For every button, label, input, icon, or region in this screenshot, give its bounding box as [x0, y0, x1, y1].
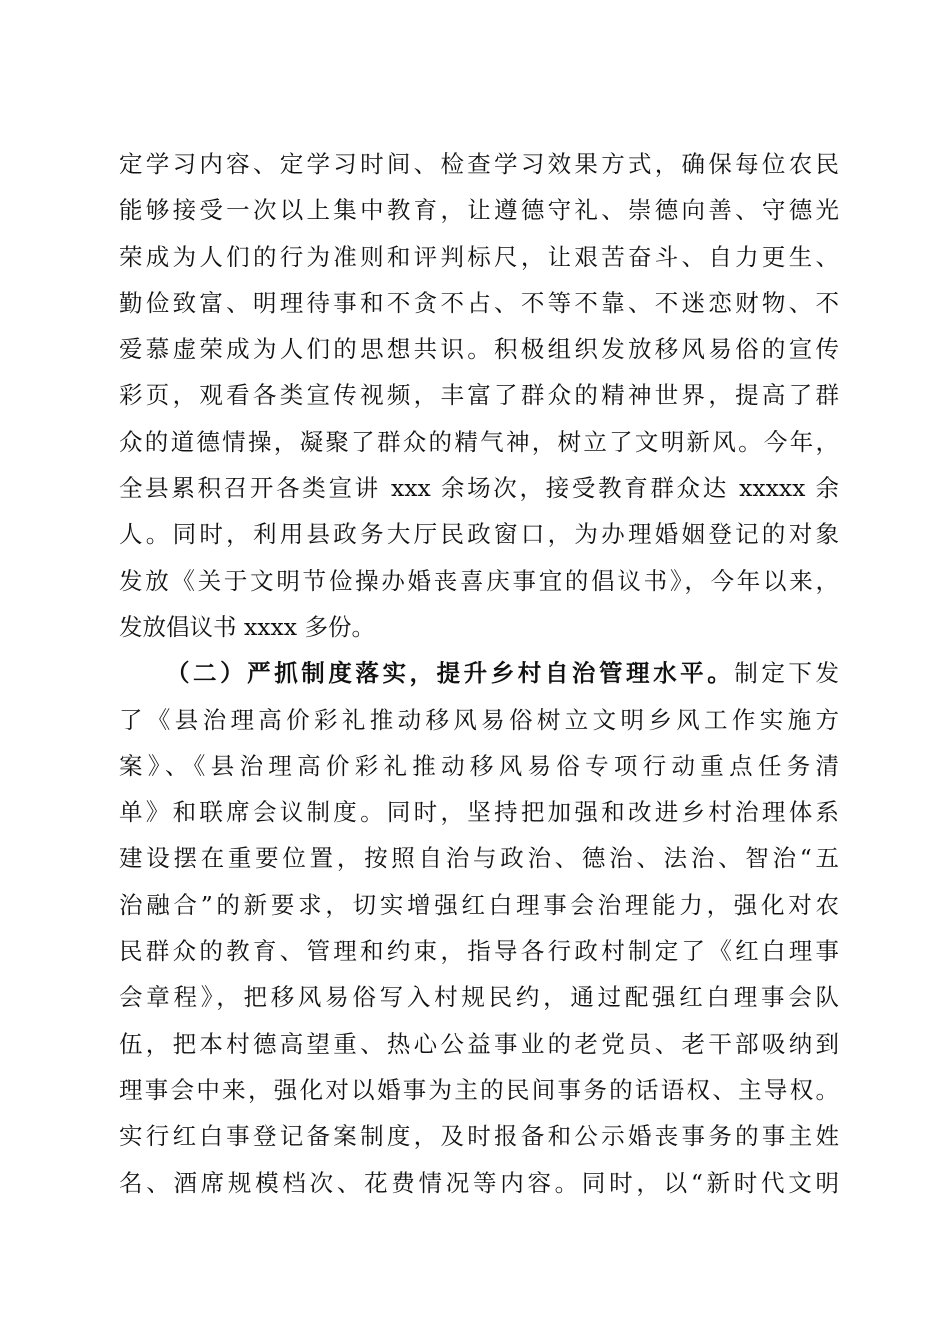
paragraph-line: 彩页，观看各类宣传视频，丰富了群众的精神世界，提高了群 [119, 381, 839, 410]
paragraph-line: 勤俭致富、明理待事和不贪不占、不等不靠、不迷恋财物、不 [119, 288, 839, 317]
paragraph-line: 发放《关于文明节俭操办婚丧喜庆事宜的倡议书》，今年以来， [119, 566, 839, 595]
paragraph-1 [119, 141, 839, 650]
body-text [119, 141, 839, 1206]
paragraph-line: 爱慕虚荣成为人们的思想共识。积极组织发放移风易俗的宣传 [119, 335, 839, 364]
paragraph-line: 人。同时，利用县政务大厅民政窗口，为办理婚姻登记的对象 [119, 520, 839, 549]
paragraph-line: 名、酒席规模档次、花费情况等内容。同时，以“新时代文明 [119, 1168, 839, 1197]
paragraph-line: 了《县治理高价彩礼推动移风易俗树立文明乡风工作实施方 [119, 705, 839, 734]
paragraph-line: 荣成为人们的行为准则和评判标尺，让艰苦奋斗、自力更生、 [119, 242, 839, 271]
paragraph-line: 全县累积召开各类宣讲 xxx 余场次，接受教育群众达 xxxxx 余 [119, 474, 839, 503]
paragraph-line: 理事会中来，强化对以婚事为主的民间事务的话语权、主导权。 [119, 1075, 839, 1104]
paragraph-line: 能够接受一次以上集中教育，让遵德守礼、崇德向善、守德光 [119, 196, 839, 225]
paragraph-line: 发放倡议书 xxxx 多份。 [119, 612, 375, 641]
paragraph-line: 案》、《县治理高价彩礼推动移风易俗专项行动重点任务清 [119, 751, 839, 780]
paragraph-first-line [119, 650, 839, 696]
paragraph-line: 治融合”的新要求，切实增强红白理事会治理能力，强化对农 [119, 890, 839, 919]
paragraph-2 [119, 650, 839, 1206]
paragraph-line: 伍，把本村德高望重、热心公益事业的老党员、老干部吸纳到 [119, 1029, 839, 1058]
paragraph-line: 定学习内容、定学习时间、检查学习效果方式，确保每位农民 [119, 150, 839, 178]
paragraph-line: 单》和联席会议制度。同时，坚持把加强和改进乡村治理体系 [119, 798, 839, 827]
paragraph-line: 建设摆在重要位置，按照自治与政治、德治、法治、智治“五 [119, 844, 839, 873]
paragraph-line: 会章程》，把移风易俗写入村规民约，通过配强红白理事会队 [119, 983, 839, 1012]
paragraph-line-rest: 制定下发 [734, 659, 839, 688]
paragraph-line: 实行红白事登记备案制度，及时报备和公示婚丧事务的事主姓 [119, 1122, 839, 1151]
paragraph-line: 民群众的教育、管理和约束，指导各行政村制定了《红白理事 [119, 937, 839, 966]
paragraph-line: 众的道德情操，凝聚了群众的精气神，树立了文明新风。今年， [119, 427, 839, 456]
section-heading: （二）严抓制度落实，提升乡村自治管理水平。 [166, 659, 735, 688]
